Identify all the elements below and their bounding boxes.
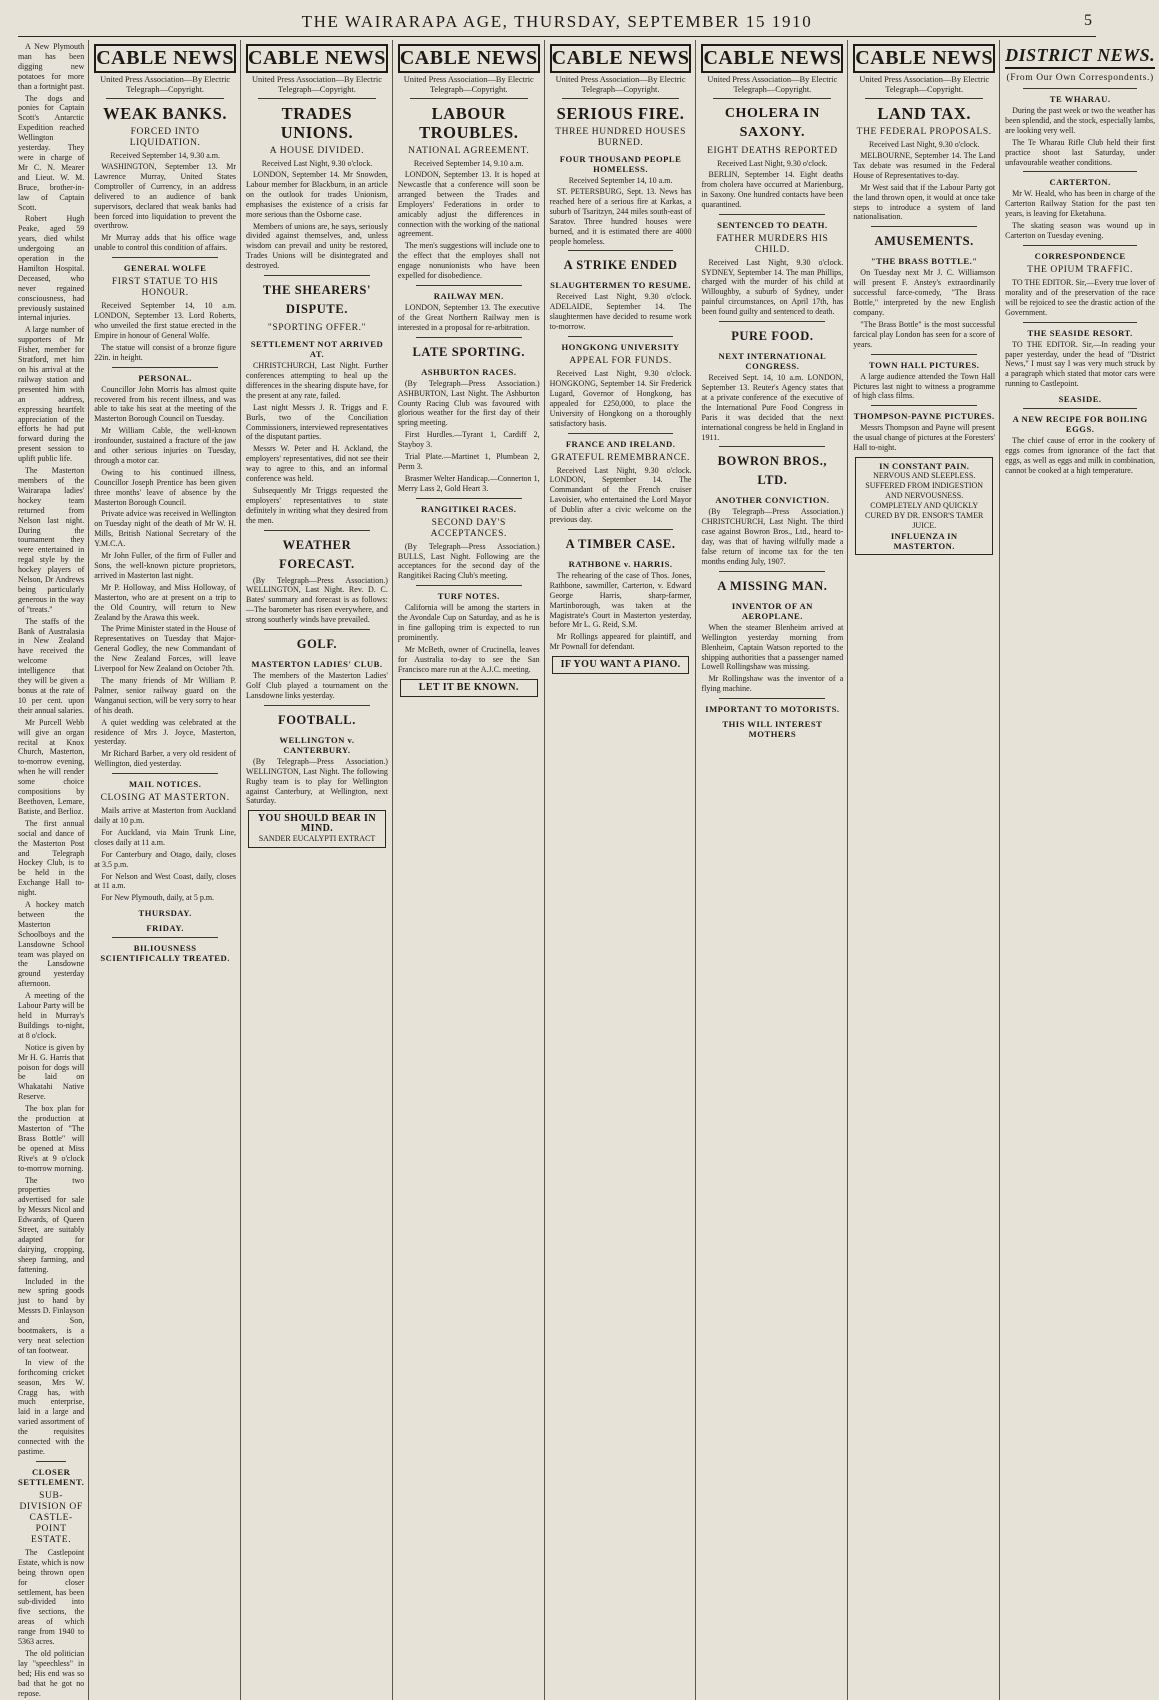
news-paragraph: Received September 14, 10 a.m. LONDON, September 13. Lord Roberts, who unveiled the first statue erected in the Empire in honour of General Wolfe. (94, 301, 237, 340)
news-paragraph: Messrs Thompson and Payne will present the usual change of pictures at the Foresters' Hall to-night. (853, 423, 996, 453)
dateline: Received September 14, 9.10 a.m. (413, 159, 524, 168)
section-heading: THURSDAY. (138, 908, 192, 919)
divider (1023, 322, 1137, 323)
divider (416, 585, 522, 586)
section-heading: BILIOUSNESS SCIENTIFICALLY TREATED. (100, 943, 230, 964)
advertisement-text: SUFFERED FROM INDIGESTION AND NERVOUSNESS. (865, 481, 984, 501)
divider (719, 698, 825, 699)
news-paragraph: Mr W. Heald, who has been in charge of the Carterton Railway Station for the past ten years, is leaving for Eketahuna. (1005, 189, 1156, 219)
news-paragraph: Mr William Cable, the well-known ironfounder, sustained a fracture of the jaw and other serious injuries on Tuesday, through a motor car. (94, 426, 237, 465)
section-heading: A NEW RECIPE FOR BOILING EGGS. (1012, 414, 1148, 435)
cable-news-banner: CABLE NEWS (246, 44, 388, 73)
article-headline: LATE SPORTING. (412, 344, 526, 359)
news-paragraph: Private advice was received in Wellington on Tuesday night of the death of Mr W. H. Mills, British National Secretary of the Y.M.C.A. (94, 509, 237, 549)
news-paragraph: Messrs W. Peter and H. Ackland, the employers' representatives, did not see their way to agree to this, and an informal conference was held. (246, 444, 388, 484)
news-paragraph: A large audience attended the Town Hall Pictures last night to witness a programme of high class films. (853, 371, 996, 401)
section-heading: NEXT INTERNATIONAL CONGRESS. (718, 351, 827, 372)
news-paragraph: Mr P. Holloway, and Miss Holloway, of Masterton, who are at present on a trip to the Old Country, will return to New Zealand by the Arawa this week. (94, 582, 237, 622)
article-headline: THE SHEARERS' DISPUTE. (262, 283, 372, 317)
news-paragraph: LONDON, September 13. It is hoped at Newcastle that a conference will soon be arranged between the Trades and Employers' Federations in order to amicably adjust the differences in connection with the working of the national agreement. (397, 170, 540, 239)
section-heading: WELLINGTON v. CANTERBURY. (279, 734, 355, 755)
news-paragraph: Robert Hugh Peake, aged 59 years, died whilst undergoing an operation in the Hamilton Hospital. Deceased, who never regained consciousness, had previously sustained internal injuries. (18, 214, 85, 323)
divider (719, 446, 825, 447)
divider (1023, 245, 1137, 246)
divider (416, 285, 522, 286)
section-heading: RAILWAY MEN. (433, 290, 504, 301)
advertisement-text: COMPLETELY AND QUICKLY CURED BY DR. ENSOR'S TAMER JUICE. (865, 501, 984, 531)
news-paragraph: Received Last Night, 9.30 o'clock. HONGKONG, September 14. Sir Frederick Lugard, Governor of Hongkong, has appealed for £250,000, to place the University of Hongkong on a thoroughly satisfactory basis. (549, 369, 692, 428)
cable-news-banner: CABLE NEWS (701, 44, 843, 73)
divider (112, 257, 218, 258)
news-paragraph: During the past week or two the weather has been splendid, and the stock, especially lambs, are looking very well. (1005, 106, 1156, 135)
news-paragraph: LONDON, September 13. The executive of the Great Northern Railway men is interested in a proposal for re-arbitration. (397, 302, 540, 332)
cable-news-banner: CABLE NEWS (398, 44, 540, 73)
news-paragraph: The many friends of Mr William P. Palmer, senior railway guard on the Wanganui section, will be very sorry to hear of his death. (94, 675, 237, 715)
news-paragraph: The men's suggestions will include one to the effect that the employes shall not engage nonunionists who have been expelled for disobedience. (397, 241, 540, 281)
advertisement (400, 679, 538, 697)
divider (568, 433, 674, 434)
divider (568, 336, 674, 337)
cable-news-banner: CABLE NEWS (94, 44, 236, 73)
news-paragraph: Brasmer Welter Handicap.—Connerton 1, Merry Lass 2, Gold Heart 3. (397, 473, 540, 493)
news-paragraph: Mr Richard Barber, a very old resident of Wellington, died yesterday. (94, 749, 237, 769)
section-heading: SETTLEMENT NOT ARRIVED AT. (250, 339, 384, 360)
divider (865, 98, 983, 99)
divider (719, 571, 825, 572)
news-paragraph: For Canterbury and Otago, daily, closes at 3.5 p.m. (94, 849, 237, 869)
news-paragraph: A quiet wedding was celebrated at the residence of Mrs J. Joyce, Masterton, yesterday. (94, 717, 237, 747)
news-paragraph: (By Telegraph—Press Association.) ASHBURTON, Last Night. The Ashburton County Racing Club was favoured with glorious weather for the first day of their spring meeting. (397, 378, 540, 428)
divider (568, 250, 674, 251)
news-paragraph: Mr Rollings appeared for plaintiff, and Mr Pownall for defendant. (549, 632, 692, 652)
section-heading: CARTERTON. (1049, 177, 1111, 188)
divider (1023, 171, 1137, 172)
news-paragraph: A meeting of the Labour Party will be held in Murray's Buildings to-night, at 8 o'clock. (18, 991, 85, 1040)
news-paragraph: CHRISTCHURCH, Last Night. Further conferences attempting to heal up the differences in the shearing dispute have, for the present at any rate, failed. (246, 361, 388, 400)
divider (713, 98, 831, 99)
news-paragraph: (By Telegraph—Press Association.) WELLINGTON, Last Night. Rev. D. C. Bates' summary and forecast is as follows:—The barometer has risen everywhere, and strong southerly winds have prevailed. (246, 575, 388, 625)
advertisement-title: LET IT BE KNOWN. (418, 681, 519, 693)
section-heading: THIS WILL INTEREST MOTHERS (722, 719, 823, 740)
news-paragraph: First Hurdles.—Tyrant 1, Cardiff 2, Stayboy 3. (397, 430, 540, 450)
section-heading: MASTERTON LADIES' CLUB. (251, 659, 383, 670)
advertisement-title: INFLUENZA IN MASTERTON. (890, 531, 958, 552)
news-paragraph: Mr McBeth, owner of Crucinella, leaves for Australia to-day to see the San Francisco mare run at the A.J.C. meeting. (397, 644, 540, 674)
article-subheading: FORCED INTO LIQUIDATION. (129, 127, 201, 148)
news-paragraph: The skating season was wound up in Carterton on Tuesday evening. (1005, 221, 1156, 241)
section-heading: FRANCE AND IRELAND. (565, 438, 676, 449)
news-paragraph: BERLIN, September 14. Eight deaths from cholera have occurred at Marienburg, in Saxony. One hundred contacts have been quarantined. (701, 170, 844, 209)
divider (871, 405, 977, 406)
news-paragraph: The statue will consist of a bronze figure 22in. in height. (94, 342, 237, 362)
cable-news-banner: CABLE NEWS (853, 44, 995, 73)
news-paragraph: For Nelson and West Coast, daily, closes at 11 a.m. (94, 871, 237, 891)
news-paragraph: The two properties advertised for sale by Messrs Nicol and Edwards, of Queen Street, are suitably adapted for dairying, cropping, sheep farming, and fattening. (18, 1175, 85, 1274)
news-paragraph: MELBOURNE, September 14. The Land Tax debate was resumed in the Federal House of Representatives to-day. (853, 151, 996, 180)
news-paragraph: Received Sept. 14, 10 a.m. LONDON, September 13. Reuter's Agency states that at a private conference of the executive of the International Pure Food Congress in Paris it was decided that the next international congress be held in England in 1911. (701, 373, 844, 442)
news-paragraph: Included in the new spring goods just to hand by Messrs D. Finlayson and Son, bootmakers, is a very neat selection of tan footwear. (18, 1276, 85, 1355)
column-local-news (18, 40, 88, 1700)
press-credit: United Press Association—By Electric Telegraph—Copyright. (859, 75, 990, 94)
column-district-news (999, 40, 1159, 1700)
press-credit: United Press Association—By Electric Telegraph—Copyright. (100, 75, 231, 94)
advertisement (552, 656, 690, 674)
news-paragraph: On Tuesday next Mr J. C. Williamson will present F. Anstey's extraordinarily successful farce-comedy, "The Brass Bottle," interpreted by the new English company. (853, 268, 996, 317)
news-paragraph: Last night Messrs J. R. Triggs and F. Burls, two of the Conciliation Commissioners, interviewed representatives of the disputant parties. (246, 402, 388, 442)
section-heading: SEASIDE. (1058, 394, 1102, 405)
advertisement-title: IF YOU WANT A PIANO. (560, 659, 681, 671)
article-subheading: (From Our Own Correspondents.) (1006, 73, 1154, 83)
section-heading: GENERAL WOLFE (123, 263, 207, 274)
divider (871, 226, 977, 227)
section-heading: CLOSER SETTLEMENT. (18, 1466, 85, 1487)
dateline: Received Last Night, 9.30 o'clock. (261, 159, 373, 168)
article-headline: WEAK BANKS. (103, 104, 228, 123)
advertisement-title: YOU SHOULD BEAR IN MIND. (257, 813, 376, 835)
section-heading: TURF NOTES. (437, 591, 500, 602)
news-paragraph: For New Plymouth, daily, at 5 p.m. (101, 893, 215, 903)
section-subheading: THE OPIUM TRAFFIC. (1027, 264, 1134, 275)
news-paragraph: A hockey match between the Masterton Schoolboys and the Lansdowne School team was played on the Lansdowne ground yesterday afternoon. (18, 900, 85, 989)
news-paragraph: (By Telegraph—Press Association.) CHRISTCHURCH, Last Night. The third case against Bowron Bros., Ltd., heard to-day, was that of having wilfully made a false return of income tax for the ten months ending July, 1907. (701, 507, 844, 566)
news-paragraph: The box plan for the production at Masterton of "The Brass Bottle" will be opened at Miss Rive's at 9 o'clock to-morrow morning. (18, 1104, 85, 1173)
news-paragraph: Mr John Fuller, of the firm of Fuller and Sons, the well-known picture proprietors, arrived in Masterton last night. (94, 551, 237, 580)
column-serious-fire (544, 40, 696, 1700)
cable-news-banner: CABLE NEWS (550, 44, 692, 73)
section-subheading: SECOND DAY'S ACCEPTANCES. (430, 517, 507, 539)
section-heading: RATHBONE v. HARRIS. (568, 558, 673, 569)
article-headline: TRADES UNIONS. (280, 104, 354, 142)
article-subheading: THREE HUNDRED HOUSES BURNED. (555, 127, 686, 148)
section-heading: MAIL NOTICES. (128, 779, 202, 790)
newspaper-title: THE WAIRARAPA AGE, THURSDAY, SEPTEMBER 15 1910 (301, 12, 813, 31)
section-heading: SENTENCED TO DEATH. (717, 219, 828, 230)
section-heading: ASHBURTON RACES. (421, 366, 517, 377)
news-paragraph: TO THE EDITOR. Sir,—In reading your paper yesterday, under the head of "District News," I must say I was very much struck by a paragraph which stated that motor cars were running to Castlepoint. (1005, 339, 1156, 389)
news-paragraph: Mr Murray adds that his office wage unable to control this condition of affairs. (94, 233, 237, 253)
divider (106, 98, 224, 99)
article-headline: LAND TAX. (877, 104, 972, 123)
article-subheading: NATIONAL AGREEMENT. (408, 146, 530, 156)
section-heading: PERSONAL. (138, 372, 192, 383)
news-paragraph: The Masterton members of the Wairarapa ladies' hockey team returned from Nelson last night. During the tournament they were entertained in regal style by the hockey players of Nelson, Dr Andrews being particularly generous in the way of "treats." (18, 466, 85, 614)
news-paragraph: Mails arrive at Masterton from Auckland daily at 10 p.m. (94, 806, 237, 826)
news-paragraph: The Castlepoint Estate, which is now being thrown open for closer settlement, has been sub-divided into five sections, the areas of which range from 1940 to 5363 acres. (18, 1547, 85, 1647)
article-headline: FOOTBALL. (277, 712, 356, 727)
divider (719, 214, 825, 215)
section-heading: THOMPSON-PAYNE PICTURES. (853, 411, 995, 422)
advertisement-text: SANDER EUCALYPTI EXTRACT (258, 834, 376, 844)
news-paragraph: (By Telegraph—Press Association.) WELLINGTON, Last Night. The following Rugby team is to play for Wellington against Canterbury, at Wellington, next Saturday. (246, 756, 388, 806)
news-paragraph: When the steamer Blenheim arrived at Wellington yesterday morning from Blenheim, Captain Watson reported to the shipping authorities that a passenger named Lowell Rollingshaw was missing. (701, 622, 844, 672)
divider (264, 629, 370, 630)
divider (112, 367, 218, 368)
advertisement-text: NERVOUS AND SLEEPLESS. (873, 471, 976, 481)
column-weak-banks (88, 40, 240, 1700)
column-land-tax (847, 40, 999, 1700)
news-paragraph: LONDON, September 14. Mr Snowden, Labour member for Blackburn, in an article on the outlook for trades Unionism, emphasises the existence of a crisis far more serious than the Osborne case. (246, 170, 388, 219)
divider (1023, 408, 1137, 409)
news-paragraph: "The Brass Bottle" is the most successful farcical play London has seen for a score of years. (853, 319, 996, 349)
section-heading: HONGKONG UNIVERSITY (561, 342, 680, 353)
divider (568, 529, 674, 530)
news-paragraph: TO THE EDITOR. Sir,—Every true lover of morality and of the preservation of the race will be rejoiced to see the drastic action of the Government. (1005, 277, 1156, 317)
divider (416, 337, 522, 338)
advertisement-title: IN CONSTANT PAIN. (879, 461, 970, 472)
article-headline: A MISSING MAN. (717, 578, 828, 593)
article-headline: BOWRON BROS., LTD. (717, 454, 828, 488)
news-paragraph: The dogs and ponies for Captain Scott's Antarctic Expedition reached Wellington yesterday. They were in charge of Mr C. N. Mearer and Lieut. W. M. Bruce, brother-in-law of Captain Scott. (18, 93, 85, 212)
article-headline: WEATHER FORECAST. (279, 537, 355, 571)
section-heading: ANOTHER CONVICTION. (715, 495, 830, 506)
section-heading: RANGITIKEI RACES. (421, 503, 517, 514)
news-paragraph: Received Last Night, 9.30 o'clock. SYDNEY, September 14. The man Phillips, charged with the murder of his child at Willoughby, a suburb of Sydney, under painful circumstances, on April 17th, has been found guilty and sentenced to death. (701, 257, 844, 317)
divider (112, 937, 218, 938)
news-paragraph: Received Last Night, 9.30 o'clock. ADELAIDE, September 14. The slaughtermen have decided to resume work to-morrow. (549, 292, 692, 332)
divider (416, 498, 522, 499)
news-paragraph: A New Plymouth man has been digging new potatoes for more than a fortnight past. (18, 42, 85, 91)
news-paragraph: The old politician lay "speechless" in bed; His end was so bad that he got no repose. (18, 1648, 85, 1698)
section-subheading: APPEAL FOR FUNDS. (569, 356, 672, 367)
section-subheading: SUB-DIVISION OF CASTLE-POINT ESTATE. (19, 1490, 83, 1545)
section-heading: THE SEASIDE RESORT. (1027, 327, 1133, 338)
news-paragraph: The first annual social and dance of the Masterton Post and Telegraph Hockey Club, is to be held in the Exchange Hall to-night. (18, 818, 85, 898)
news-paragraph: Members of unions are, he says, seriously divided against themselves, and, unless wisdom can prevail and unity be restored, Trades Unions will be disintegrated and destroyed. (246, 221, 388, 271)
press-credit: United Press Association—By Electric Telegraph—Copyright. (403, 75, 534, 94)
article-subheading: EIGHT DEATHS REPORTED (707, 146, 838, 156)
news-paragraph: Mr Purcell Webb will give an organ recital at Knox Church, Masterton, to-morrow evening, when he will render some choice compositions by Beethoven, Lemare, Batiste, and Berlioz. (18, 717, 85, 816)
news-paragraph: (By Telegraph—Press Association.) BULLS, Last Night. Following are the acceptances for the second day of the Rangitikei Racing Club's meeting. (397, 541, 540, 581)
advertisement (248, 810, 386, 848)
section-heading: TOWN HALL PICTURES. (869, 359, 980, 370)
press-credit: United Press Association—By Electric Telegraph—Copyright. (707, 75, 838, 94)
news-paragraph: Councillor John Morris has almost quite recovered from his recent illness, and was able to take his seat at the meeting of the Masterton Borough Council on Tuesday. (94, 384, 237, 424)
column-labour-troubles (392, 40, 544, 1700)
article-subheading: "SPORTING OFFER." (267, 323, 367, 334)
news-paragraph: WASHINGTON, September 13. Mr Lawrence Murray, United States Comptroller of Currency, in an address delivered to an audience of bank supervisors, declared that weak banks had been forced into liquidation to prevent the overthrow. (94, 162, 237, 231)
news-paragraph: The chief cause of error in the cookery of eggs comes from ignorance of the fact that eggs, as well as eggs and milk in combination, cannot be cooked at a high temperature. (1005, 436, 1156, 475)
article-headline: CHOLERA IN SAXONY. (724, 106, 820, 140)
column-cholera (695, 40, 847, 1700)
news-paragraph: Notice is given by Mr H. G. Harris that poison for dogs will be laid on Whakatahi Native Reserve. (18, 1042, 85, 1102)
column-trades-unions (240, 40, 392, 1700)
news-paragraph: Subsequently Mr Triggs requested the employers' representatives to state definitely in writing what they desired from the men. (246, 485, 388, 525)
section-heading: IMPORTANT TO MOTORISTS. (705, 704, 840, 715)
dateline: Received September 14, 10 a.m. (568, 176, 673, 185)
newspaper-columns (18, 40, 1156, 1698)
divider (264, 530, 370, 531)
section-heading: FOUR THOUSAND PEOPLE HOMELESS. (559, 154, 682, 174)
article-subheading: A HOUSE DIVIDED. (269, 146, 365, 156)
news-paragraph: Owing to his continued illness, Councillor Joseph Prentice has been given three months' leave of absence by the Masterton Borough Council. (94, 467, 237, 507)
section-subheading: CLOSING AT MASTERTON. (100, 793, 230, 804)
article-subheading: THE FEDERAL PROPOSALS. (856, 127, 992, 137)
section-heading: INVENTOR OF AN AEROPLANE. (731, 600, 813, 621)
divider (719, 321, 825, 322)
divider (258, 98, 376, 99)
article-headline: PURE FOOD. (731, 329, 814, 344)
masthead (18, 10, 1096, 37)
divider (1023, 88, 1137, 89)
news-paragraph: For Auckland, via Main Trunk Line, closes daily at 11 a.m. (94, 827, 237, 847)
article-headline: GOLF. (296, 637, 338, 652)
divider (562, 98, 680, 99)
dateline: Received September 14, 9.30 a.m. (110, 151, 221, 160)
section-heading: FRIDAY. (146, 923, 184, 934)
divider (112, 773, 218, 774)
page-number: 5 (1084, 12, 1092, 29)
news-paragraph: Received Last Night, 9.30 o'clock. LONDON, September 14. The Commandant of the French cruiser Lavoisier, who entertained the Lord Mayor of Dublin after a civic welcome on the previous day. (549, 465, 692, 525)
section-subheading: FIRST STATUE TO HIS HONOUR. (111, 277, 219, 299)
news-paragraph: A large number of supporters of Mr Fisher, member for Stratford, met him on his arrival at the railway station and presented him with an address, expressing heartfelt appreciation of the efforts he had put forward during the present session to uplift public life. (18, 325, 85, 464)
news-paragraph: The Prime Minister stated in the House of Representatives on Tuesday that Major-General Godley, the new Commandant of the New Zealand Forces, will leave Liverpool for New Zealand on October 7th. (94, 624, 237, 674)
divider (36, 1461, 66, 1462)
news-paragraph: ST. PETERSBURG, Sept. 13. News has reached here of a serious fire at Karkas, a suburb of Tsaritzyn, 244 miles south-east of Saratov. Three hundred houses were burned, and it is estimated there are 4000 people homeless. (549, 187, 692, 246)
news-paragraph: The rehearing of the case of Thos. Jones, Rathbone, sawmiller, Carterton, v. Edward George Harris, sharp-farmer, Martinborough, was taken at the Magistrate's Court in Masterton yesterday, before Mr L. G. Reid, S.M. (549, 570, 692, 630)
section-heading: SLAUGHTERMEN TO RESUME. (550, 280, 691, 291)
news-paragraph: California will be among the starters in the Avondale Cup on Saturday, and as he is in fine galloping trim is expected to run prominently. (397, 603, 540, 642)
divider (410, 98, 528, 99)
dateline: Received Last Night, 9.30 o'clock. (717, 159, 828, 168)
advertisement (855, 457, 993, 555)
news-paragraph: The Te Wharau Rifle Club held their first practice shoot last Saturday, under unfavourable weather conditions. (1005, 137, 1156, 167)
news-paragraph: Mr West said that if the Labour Party got the land thrown open, it would at once take steps to introduce a system of land nationalisation. (853, 182, 996, 222)
article-headline: A STRIKE ENDED (563, 258, 678, 273)
article-headline: A TIMBER CASE. (565, 536, 676, 551)
divider (264, 705, 370, 706)
news-paragraph: Mr Rollingshaw was the inventor of a flying machine. (701, 674, 844, 694)
news-paragraph: Trial Plate.—Martinet 1, Plumbean 2, Perm 3. (397, 452, 540, 471)
press-credit: United Press Association—By Electric Telegraph—Copyright. (251, 75, 382, 94)
district-news-banner: DISTRICT NEWS. (1005, 44, 1155, 69)
dateline: Received Last Night, 9.30 o'clock. (868, 140, 980, 149)
news-paragraph: The members of the Masterton Ladies' Golf Club played a tournament on the Lansdowne links yesterday. (246, 671, 388, 700)
section-heading: "THE BRASS BOTTLE." (870, 256, 978, 267)
section-heading: TE WHARAU. (1049, 94, 1111, 104)
divider (871, 354, 977, 355)
section-subheading: GRATEFUL REMEMBRANCE. (551, 452, 691, 463)
news-paragraph: The staffs of the Bank of Australasia in New Zealand have received the welcome intelligence that they will be given a bonus at the rate of 10 per cent. upon their annual salaries. (18, 616, 85, 715)
article-headline: SERIOUS FIRE. (556, 104, 685, 123)
section-heading: CORRESPONDENCE (1034, 250, 1126, 261)
section-subheading: FATHER MURDERS HIS CHILD. (716, 233, 829, 255)
article-headline: LABOUR TROUBLES. (419, 104, 519, 142)
divider (264, 275, 370, 276)
article-headline: AMUSEMENTS. (874, 234, 974, 249)
press-credit: United Press Association—By Electric Telegraph—Copyright. (555, 75, 686, 94)
news-paragraph: In view of the forthcoming cricket season, Mrs W. Cragg has, with much enterprise, laid in a large and varied assortment of the requisites connected with the pastime. (18, 1357, 85, 1456)
